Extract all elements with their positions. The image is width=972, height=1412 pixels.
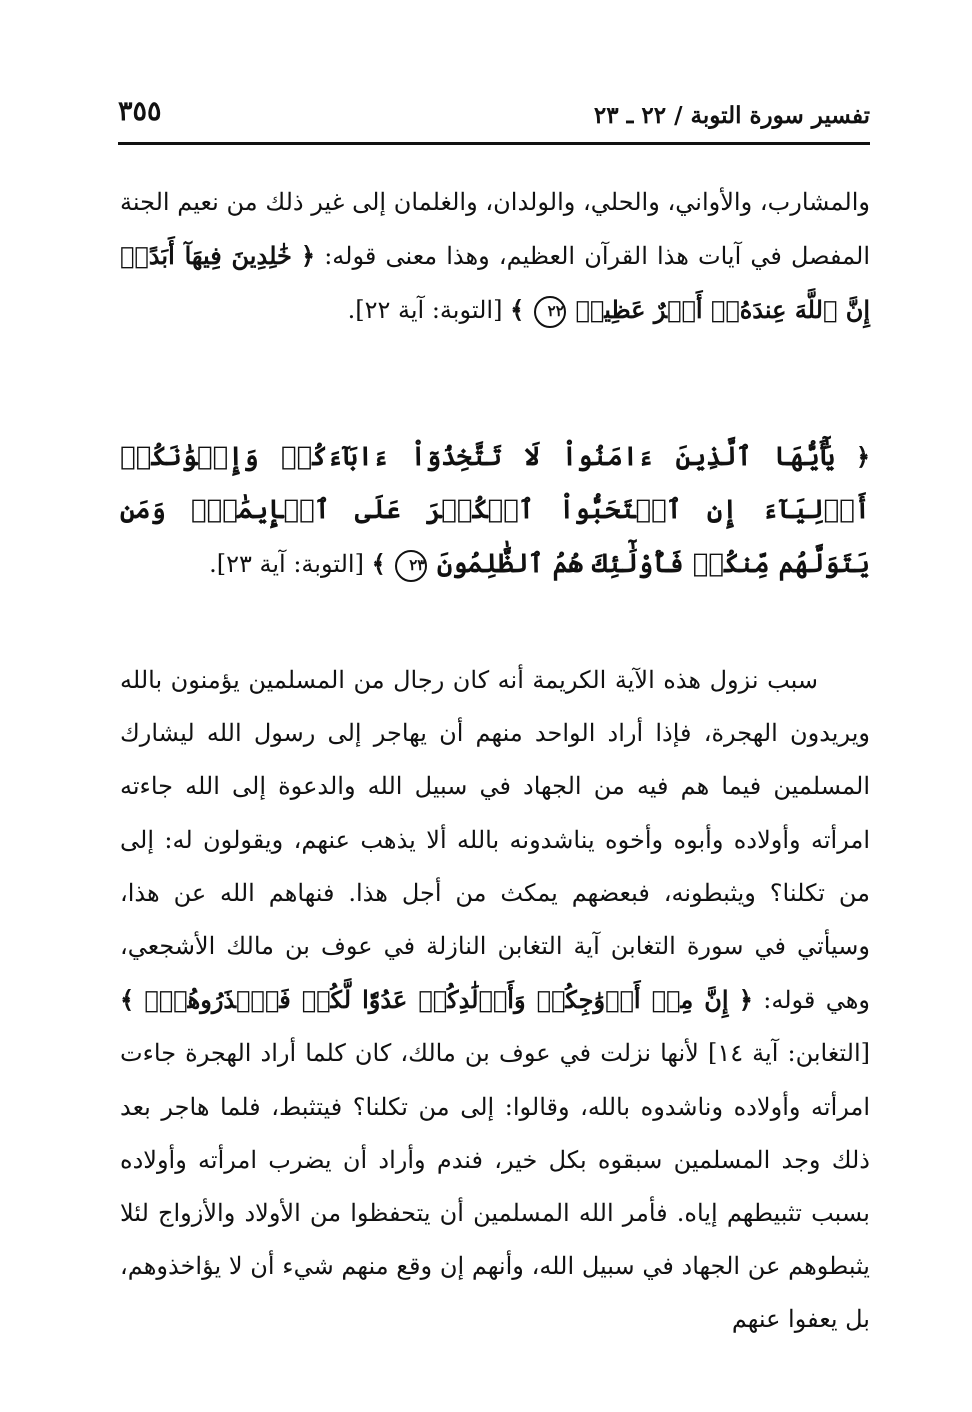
ayah-number-marker-22: ٢٢ <box>534 296 566 328</box>
verse-23-block <box>120 430 870 592</box>
quran-verse-23: يَٰٓأَيُّهَا ٱلَّذِينَ ءَامَنُواْ لَا تَتَّخِذُوٓاْ ءَابَآءَكُمۡ وَإِخۡوَٰنَكُمۡ أَوۡلِيَآءَ إِنِ ٱسۡتَحَبُّواْ ٱلۡكُفۡرَ عَلَى ٱلۡإِيمَٰنِۚ وَمَن يَتَوَلَّهُم مِّنكُمۡ فَأُوْلَٰٓئِكَ هُمُ ٱلظَّٰلِمُونَ <box>120 442 870 580</box>
paragraph-1-intro: والمشارب، والأواني، والحلي، والولدان، والغلمان إلى غير ذلك من نعيم الجنة المفصل في آيات هذا القرآن العظيم، وهذا معنى قوله: <box>120 188 870 271</box>
verse-open-brace: ﴿ <box>301 241 316 271</box>
verse-23-reference: [التوبة: آية ٢٣]. <box>209 550 364 579</box>
quran-verse-22: خَٰلِدِينَ فِيهَآ أَبَدًاۚ إِنَّ ٱللَّهَ عِندَهُۥٓ أَجۡرٌ عَظِيمٞ <box>120 241 870 325</box>
verse-open-brace: ﴿ <box>855 442 870 471</box>
page-header <box>118 96 870 146</box>
paragraph-2 <box>120 654 870 1347</box>
header-rule <box>118 142 870 145</box>
paragraph-2-text <box>120 654 870 1347</box>
paragraph-1 <box>120 176 870 338</box>
quran-verse-taghabun-14: إِنَّ مِنۡ أَزۡوَٰجِكُمۡ وَأَوۡلَٰدِكُمۡ عَدُوّٗا لَّكُمۡ فَٱحۡذَرُوهُمۡۚ <box>144 985 729 1015</box>
verse-open-brace: ﴿ <box>738 985 753 1015</box>
verse-close-brace: ﴾ <box>120 985 135 1015</box>
ayah-number-marker-23: ٢٣ <box>395 550 427 582</box>
paragraph-2-intro: سبب نزول هذه الآية الكريمة أنه كان رجال من المسلمين يؤمنون بالله ويريدون الهجرة، فإذا أراد الواحد منهم أن يهاجر إلى رسول الله ليشارك المسلمين فيما هم فيه من الجهاد في سبيل الله والدعوة إلى الله جاءته امرأته وأولاده وأبوه وأخوه يناشدونه بالله ألا يذهب عنهم، ويقولون له: إلى من تكلنا؟ ويثبطونه، فبعضهم يمكث من أجل هذا. فنهاهم الله عن هذا، وسيأتي في سورة التغابن آية التغابن النازلة في عوف بن مالك الأشجعي، وهي قوله: <box>120 666 870 1015</box>
verse-close-brace: ﴾ <box>371 549 386 579</box>
paragraph-1-text <box>120 176 870 338</box>
paragraph-2-continuation: [التغابن: آية ١٤] لأنها نزلت في عوف بن مالك، كان كلما أراد الهجرة جاءت امرأته وأولاده وناشدوه بالله، وقالوا: إلى من تكلنا؟ فيتثبط، فلما هاجر بعد ذلك وجد المسلمين سبقوه بكل خير، فندم وأراد أن يضرب امرأته وأولاده بسبب تثبيطهم إياه. فأمر الله المسلمين أن يتحفظوا من الأولاد والأزواج لئلا يثبطوهم عن الجهاد في سبيل الله، وأنهم إن وقع منهم شيء أن لا يؤاخذوهم، بل يعفوا عنهم <box>120 1039 871 1334</box>
verse-23-text <box>120 430 870 592</box>
page-number: ٣٥٥ <box>118 96 162 127</box>
verse-22-reference: [التوبة: آية ٢٢]. <box>347 296 503 325</box>
running-title: تفسير سورة التوبة / ٢٢ ـ ٢٣ <box>593 102 870 129</box>
verse-close-brace: ﴾ <box>510 295 525 325</box>
